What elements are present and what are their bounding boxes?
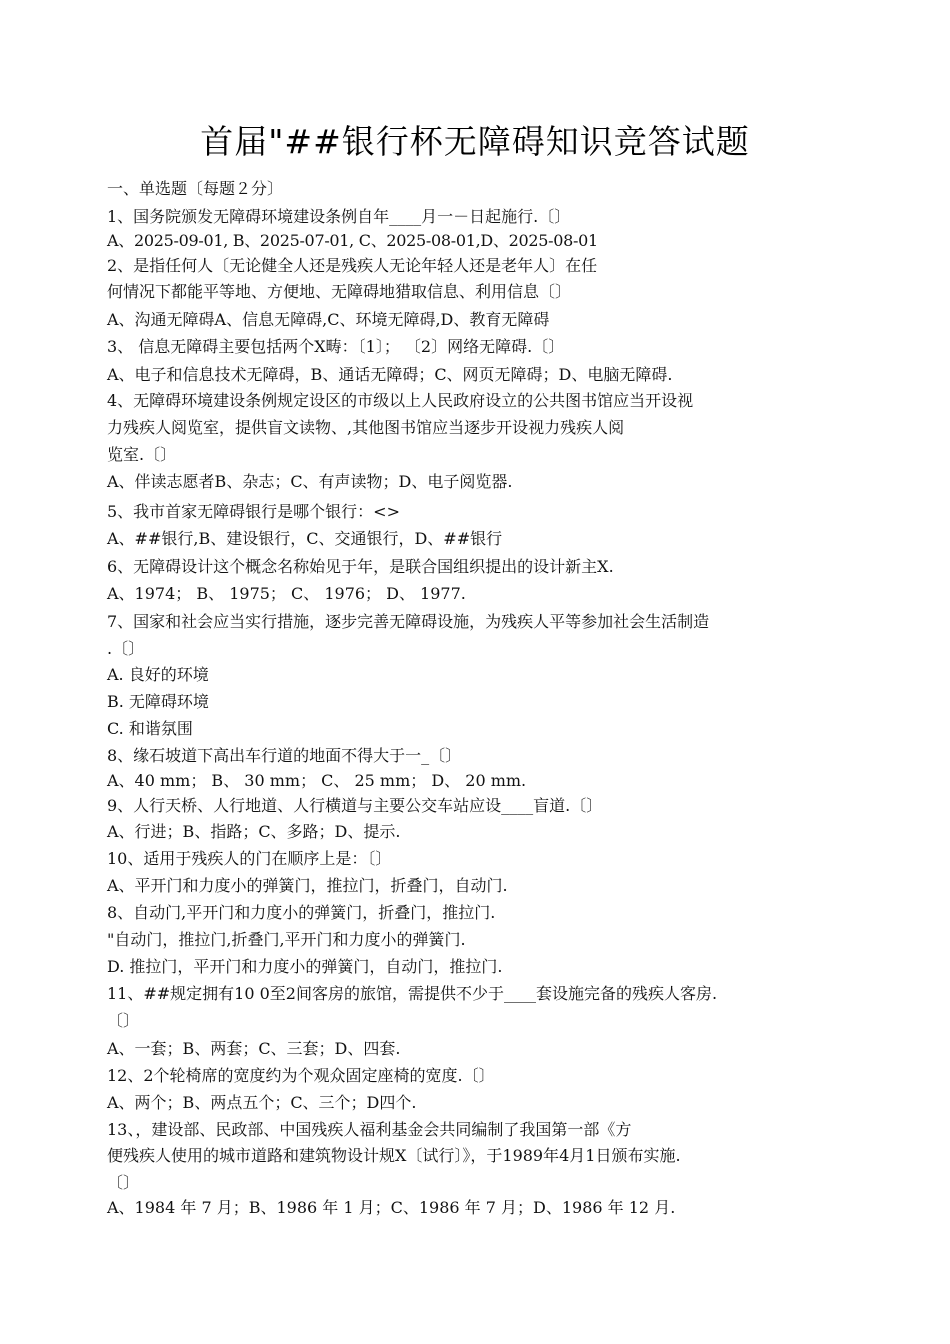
options-12: A、两个；B、两点五个；C、三个；D四个. [107,1093,417,1112]
question-9: 9、人行天桥、人行地道、人行横道与主要公交车站应设____盲道.〔〕 [107,796,603,815]
question-3: 3、 信息无障碍主要包括两个X畴：〔1〕； 〔2〕网络无障碍.〔〕 [107,337,565,356]
options-5: A、##银行,B、建设银行，C、交通银行，D、##银行 [107,529,503,548]
options-4: A、伴读志愿者B、杂志；C、有声读物；D、电子阅览器. [107,472,513,491]
options-11: A、一套；B、两套；C、三套；D、四套. [107,1039,401,1058]
question-7-cont: .〔〕 [107,639,145,658]
question-4: 4、无障碍环境建设条例规定设区的市级以上人民政府设立的公共图书馆应当开设视 [107,391,694,410]
question-11-cont: 〔〕 [107,1011,140,1030]
options-8: A、40 mm； B、 30 mm； C、 25 mm； D、 20 mm. [107,771,527,790]
question-2: 2、是指任何人〔无论健全人还是残疾人无论年轻人还是老年人〕在任 [107,256,598,275]
question-5: 5、我市首家无障碍银行是哪个银行：<> [107,502,400,521]
document-title: 首届"##银行杯无障碍知识竞答试题 [200,122,750,161]
question-12: 12、2个轮椅席的宽度约为个观众固定座椅的宽度.〔〕 [107,1066,495,1085]
option-7a: A. 良好的环境 [107,665,209,684]
option-10d: D. 推拉门，平开门和力度小的弹簧门，自动门，推拉门. [107,957,503,976]
option-10b: 8、自动门,平开门和力度小的弹簧门，折叠门，推拉门. [107,903,496,922]
option-7b: B. 无障碍环境 [107,692,209,711]
question-2-cont: 何情况下都能平等地、方便地、无障碍地猎取信息、利用信息〔〕 [107,282,572,301]
options-13: A、1984 年 7 月；B、1986 年 1 月；C、1986 年 7 月；D、1986 年 12 月. [107,1198,676,1217]
option-10a: A、平开门和力度小的弹簧门，推拉门，折叠门，自动门. [107,876,508,895]
options-9: A、行进；B、指路；C、多路；D、提示. [107,822,401,841]
question-13: 13、，建设部、民政部、中国残疾人福利基金会共同编制了我国第一部《方 [107,1120,632,1139]
question-13-cont2: 〔〕 [107,1173,140,1192]
option-10c: "自动门，推拉门,折叠门,平开门和力度小的弹簧门. [107,930,466,949]
option-7c: C. 和谐氛围 [107,719,193,738]
question-13-cont: 便残疾人使用的城市道路和建筑物设计规X〔试行〕》，于1989年4月1日颁布实施. [107,1146,681,1165]
options-3: A、电子和信息技术无障碍，B、通话无障碍；C、网页无障碍；D、电脑无障碍. [107,365,673,384]
question-11: 11、##规定拥有10 0至2间客房的旅馆，需提供不少于____套设施完备的残疾人客房. [107,984,718,1003]
question-4-cont: 力残疾人阅览室，提供盲文读物、,其他图书馆应当逐步开设视力残疾人阅 [107,418,625,437]
question-8: 8、缘石坡道下高出车行道的地面不得大于一_〔〕 [107,746,462,765]
question-4-cont2: 览室.〔〕 [107,445,177,464]
question-1: 1、国务院颁发无障碍环境建设条例自年____月一－日起施行.〔〕 [107,207,571,226]
options-2: A、沟通无障碍A、信息无障碍,C、环境无障碍,D、教育无障碍 [107,310,550,329]
question-10: 10、适用于残疾人的门在顺序上是：〔〕 [107,849,392,868]
question-6: 6、无障碍设计这个概念名称始见于年，是联合国组织提出的设计新主X. [107,557,614,576]
options-1: A、2025-09-01, B、2025-07-01, C、2025-08-01,D、2025-08-01 [107,231,598,250]
section-heading: 一、单选题〔每题２分〕 [107,179,284,198]
options-6: A、1974； B、 1975； C、 1976； D、 1977. [107,584,466,603]
question-7: 7、国家和社会应当实行措施，逐步完善无障碍设施，为残疾人平等参加社会生活制造 [107,612,710,631]
